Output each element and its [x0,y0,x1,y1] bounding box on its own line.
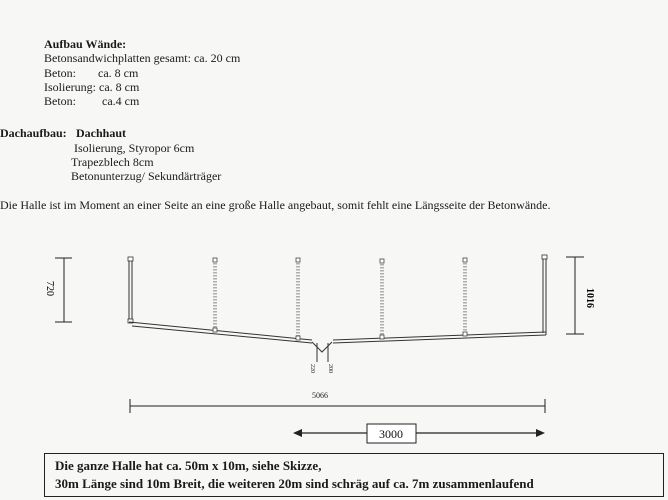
roof-label: Dachaufbau: [0,126,67,140]
walls-line-concrete2-label: Beton: [44,94,76,108]
right-height-label: 1016 [584,288,595,308]
total-length-dimension [130,391,545,413]
walls-heading: Aufbau Wände: [44,37,127,51]
description-text: Die Halle ist im Moment an einer Seite an eine große Halle angebaut, somit fehlt eine Längsseite der Betonwände. [0,198,551,212]
total-length-label: 5066 [312,391,328,400]
gap-left-label: 220 [309,364,315,373]
right-height-dimension [566,257,595,334]
section-length-label: 3000 [379,427,403,441]
summary-line-1: Die ganze Halle hat ca. 50m x 10m, siehe Skizze, [55,458,322,473]
gap-right-label: 200 [327,364,333,373]
left-wall [128,257,133,323]
section-length-dimension [293,424,545,443]
walls-line-concrete2-value: ca.4 cm [102,94,140,108]
roof-line-trapez: Trapezblech 8cm [71,155,154,169]
roof-line-insulation: Isolierung, Styropor 6cm [74,141,195,155]
summary-line-2: 30m Länge sind 10m Breit, die weiteren 20m sind schräg auf ca. 7m zusammenlaufend [55,476,534,491]
left-height-label: 720 [44,281,55,296]
roof-line-beam: Betonunterzug/ Sekundärträger [71,169,222,183]
walls-line-concrete-value: ca. 8 cm [98,66,139,80]
right-wall [542,255,547,333]
walls-line-insulation: Isolierung: ca. 8 cm [44,80,140,94]
walls-line-concrete-label: Beton: [44,66,76,80]
interior-columns [213,258,467,340]
summary-note-box [44,453,664,497]
bottom-wall [129,322,546,343]
opening-detail [309,342,333,373]
roof-heading: Dachhaut [76,126,127,140]
left-height-dimension [44,258,72,322]
walls-line-total: Betonsandwichplatten gesamt: ca. 20 cm [44,51,241,65]
